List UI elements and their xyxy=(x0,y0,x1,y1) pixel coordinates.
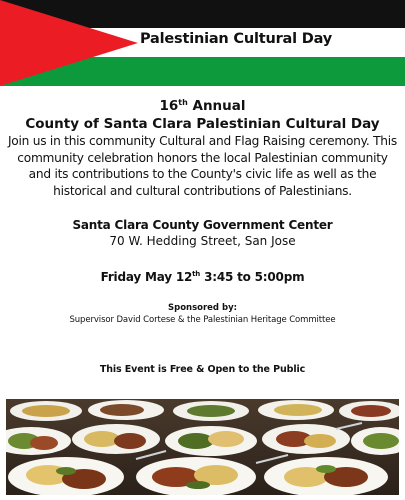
venue-address: 70 W. Hedding Street, San Jose xyxy=(109,234,296,248)
flag-banner xyxy=(0,0,405,86)
event-day: Friday May 12 xyxy=(100,270,193,284)
venue-name: Santa Clara County Government Center xyxy=(72,218,333,232)
annual-heading xyxy=(0,94,405,115)
sponsor-names: Supervisor David Cortese & the Palestinian Heritage Committee xyxy=(69,315,336,325)
food-plates-image xyxy=(6,399,399,495)
annual-suffix: th xyxy=(178,98,188,107)
food-photo xyxy=(6,399,399,495)
sponsor-label: Sponsored by: xyxy=(167,303,238,313)
annual-word: Annual xyxy=(187,98,246,114)
event-datetime xyxy=(0,266,405,285)
annual-number: 16 xyxy=(159,98,179,114)
banner-title: Palestinian Cultural Day xyxy=(140,31,332,47)
admission-note: This Event is Free & Open to the Public xyxy=(99,364,306,375)
event-details xyxy=(0,92,405,376)
event-description: Join us in this community Cultural and Flag Raising ceremony. This community celebration honors the local Palestinian community and its contributions to the County's civic life as well as the historical and cultural contributions of Palestinians. xyxy=(7,134,398,198)
event-day-suffix: th xyxy=(192,270,201,278)
event-time: 3:45 to 5:00pm xyxy=(200,270,305,284)
event-title: County of Santa Clara Palestinian Cultural Day xyxy=(25,116,380,132)
